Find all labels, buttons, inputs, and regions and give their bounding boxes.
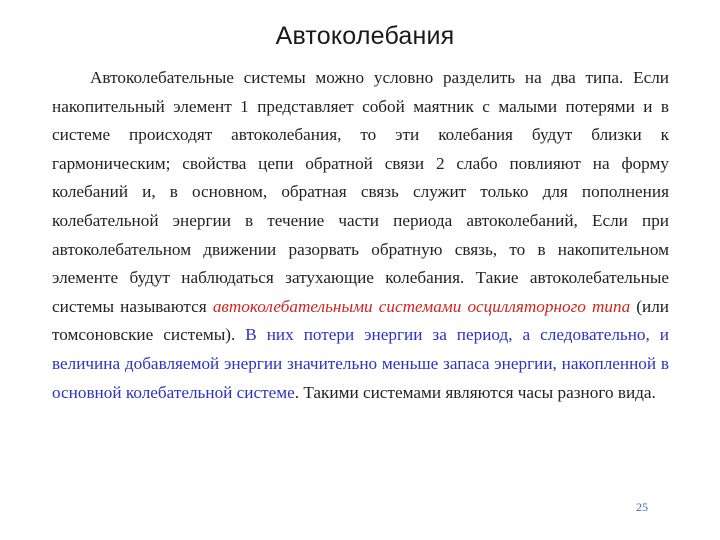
red-emphasis-text: автоколебательными системами осцилляторного типа [212,296,631,316]
paragraph-text-part3: . Такими системами являются часы разного вида. [294,382,656,402]
blue-emphasis-text: В них потери энергии за период, а следовательно, и величина добавляемой энергии значительно меньше запаса энергии, накопленной в основной колебательной системе [52,325,670,402]
page-number: 25 [636,500,648,514]
body-paragraph [52,64,669,407]
slide-title: Автоколебания [275,22,455,50]
paragraph-text-part2: (или томсоновские системы). [52,296,669,345]
paragraph-text-part1: Автоколебательные системы можно условно разделить на два типа. Если накопительный элемент 1 представляет собой маятник с малыми потерями и в системе происходят автоколебания, то эти колебания будут близки к гармоническим; свойства цепи обратной связи 2 слабо повлияют на форму колебаний и, в основном, обратная связь служит только для пополнения колебательной энергии в течение части периода автоколебаний, Если при автоколебательном движении разорвать обратную связь, то в накопительном элементе будут наблюдаться затухающие колебания. Такие автоколебательные системы называются [52,68,669,316]
